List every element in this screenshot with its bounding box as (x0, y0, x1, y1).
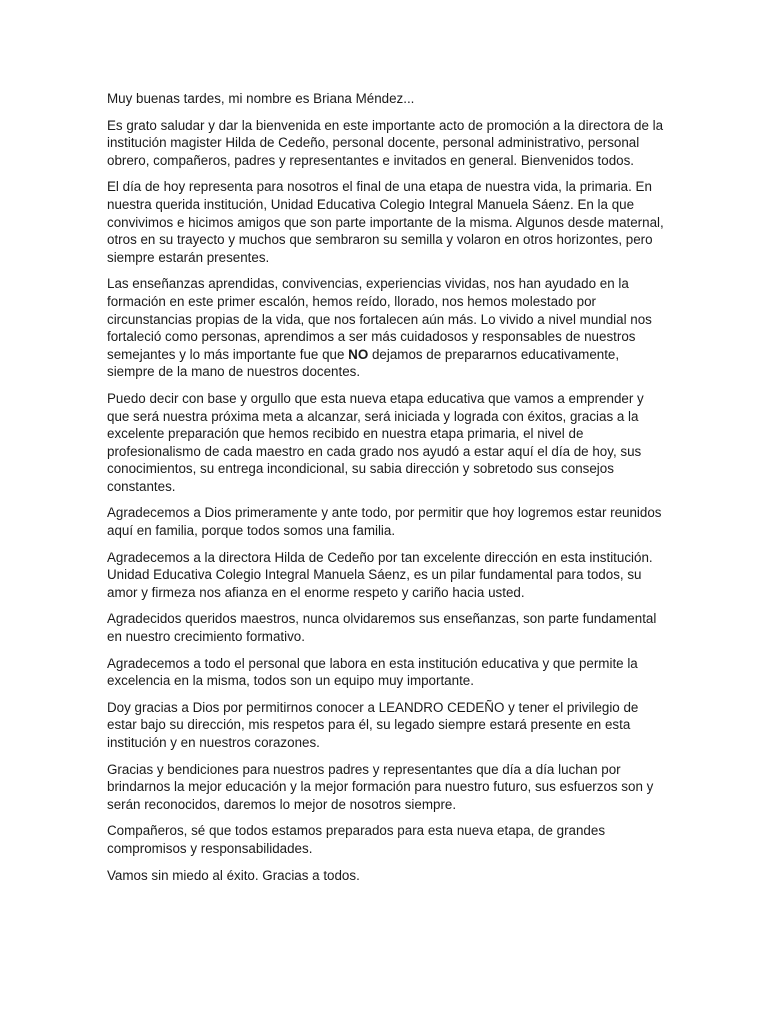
today-paragraph: El día de hoy representa para nosotros el final de una etapa de nuestra vida, la primaria. En nuestra querida institución, Unidad Educativa Colegio Integral Manuela Sáenz. En la que convivimos e hicimos amigos que son parte importante de la misma. Algunos desde maternal, otros en su trayecto y muchos que sembraron su semilla y volaron en otros horizontes, pero siempre estarán presentes. (107, 179, 664, 265)
thanks-director-paragraph: Agradecemos a la directora Hilda de Cedeño por tan excelente dirección en esta institución. Unidad Educativa Colegio Integral Manuela Sáenz, es un pilar fundamental para todos, su amor y firmeza nos afianza en el enorme respeto y cariño hacia usted. (107, 549, 653, 600)
teachings-paragraph (107, 275, 664, 381)
greeting-paragraph: Muy buenas tardes, mi nombre es Briana Méndez... (107, 91, 415, 106)
pride-paragraph: Puedo decir con base y orgullo que esta nueva etapa educativa que vamos a emprender y que será nuestra próxima meta a alcanzar, será iniciada y lograda con éxitos, gracias a la excelente preparación que hemos recibido en nuestra etapa primaria, el nivel de profesionalismo de cada maestro en cada grado nos ayudó a estar aquí el día de hoy, sus conocimientos, su entrega incondicional, su sabia dirección y sobretodo sus consejos constantes. (107, 390, 644, 494)
thanks-god-paragraph: Agradecemos a Dios primeramente y ante todo, por permitir que hoy logremos estar reunidos aquí en familia, porque todos somos una familia. (107, 505, 662, 539)
thanks-teachers-paragraph: Agradecidos queridos maestros, nunca olvidaremos sus enseñanzas, son parte fundamental en nuestro crecimiento formativo. (107, 611, 657, 645)
teachings-emphasis: NO (348, 346, 369, 362)
teachings-text-end: dejamos de prepararnos educativamente, siempre de la mano de nuestros docentes. (107, 346, 620, 380)
closing-paragraph: Vamos sin miedo al éxito. Gracias a todos. (107, 867, 360, 883)
welcome-paragraph: Es grato saludar y dar la bienvenida en este importante acto de promoción a la directora de la institución magister Hilda de Cedeño, personal docente, personal administrativo, personal obrero, compañeros, padres y representantes e invitados en general. Bienvenidos todos. (107, 117, 664, 168)
parents-paragraph: Gracias y bendiciones para nuestros padres y representantes que día a día luchan por brindarnos la mejor educación y la mejor formación para nuestro futuro, sus esfuerzos son y serán reconocidos, daremos lo mejor de nosotros siempre. (107, 761, 654, 812)
classmates-paragraph: Compañeros, sé que todos estamos preparados para esta nueva etapa, de grandes compromisos y responsabilidades. (107, 823, 606, 856)
thanks-staff-paragraph: Agradecemos a todo el personal que labora en esta institución educativa y que permite la excelencia en la misma, todos son un equipo muy importante. (107, 655, 638, 689)
teachings-text-start: Las enseñanzas aprendidas, convivencias, experiencias vividas, nos han ayudado en la formación en este primer escalón, hemos reído, llorado, nos hemos molestado por circunstancias propias de la vida, que nos fortalecen aún más. Lo vivido a nivel mundial nos fortaleció como personas, aprendimos a ser más cuidadosos y responsables de nuestros semejantes y lo más importante fue que (107, 276, 652, 362)
leandro-paragraph: Doy gracias a Dios por permitirnos conocer a LEANDRO CEDEÑO y tener el privilegio de estar bajo su dirección, mis respetos para él, su legado siempre estará presente en esta institución y en nuestros corazones. (107, 699, 639, 750)
